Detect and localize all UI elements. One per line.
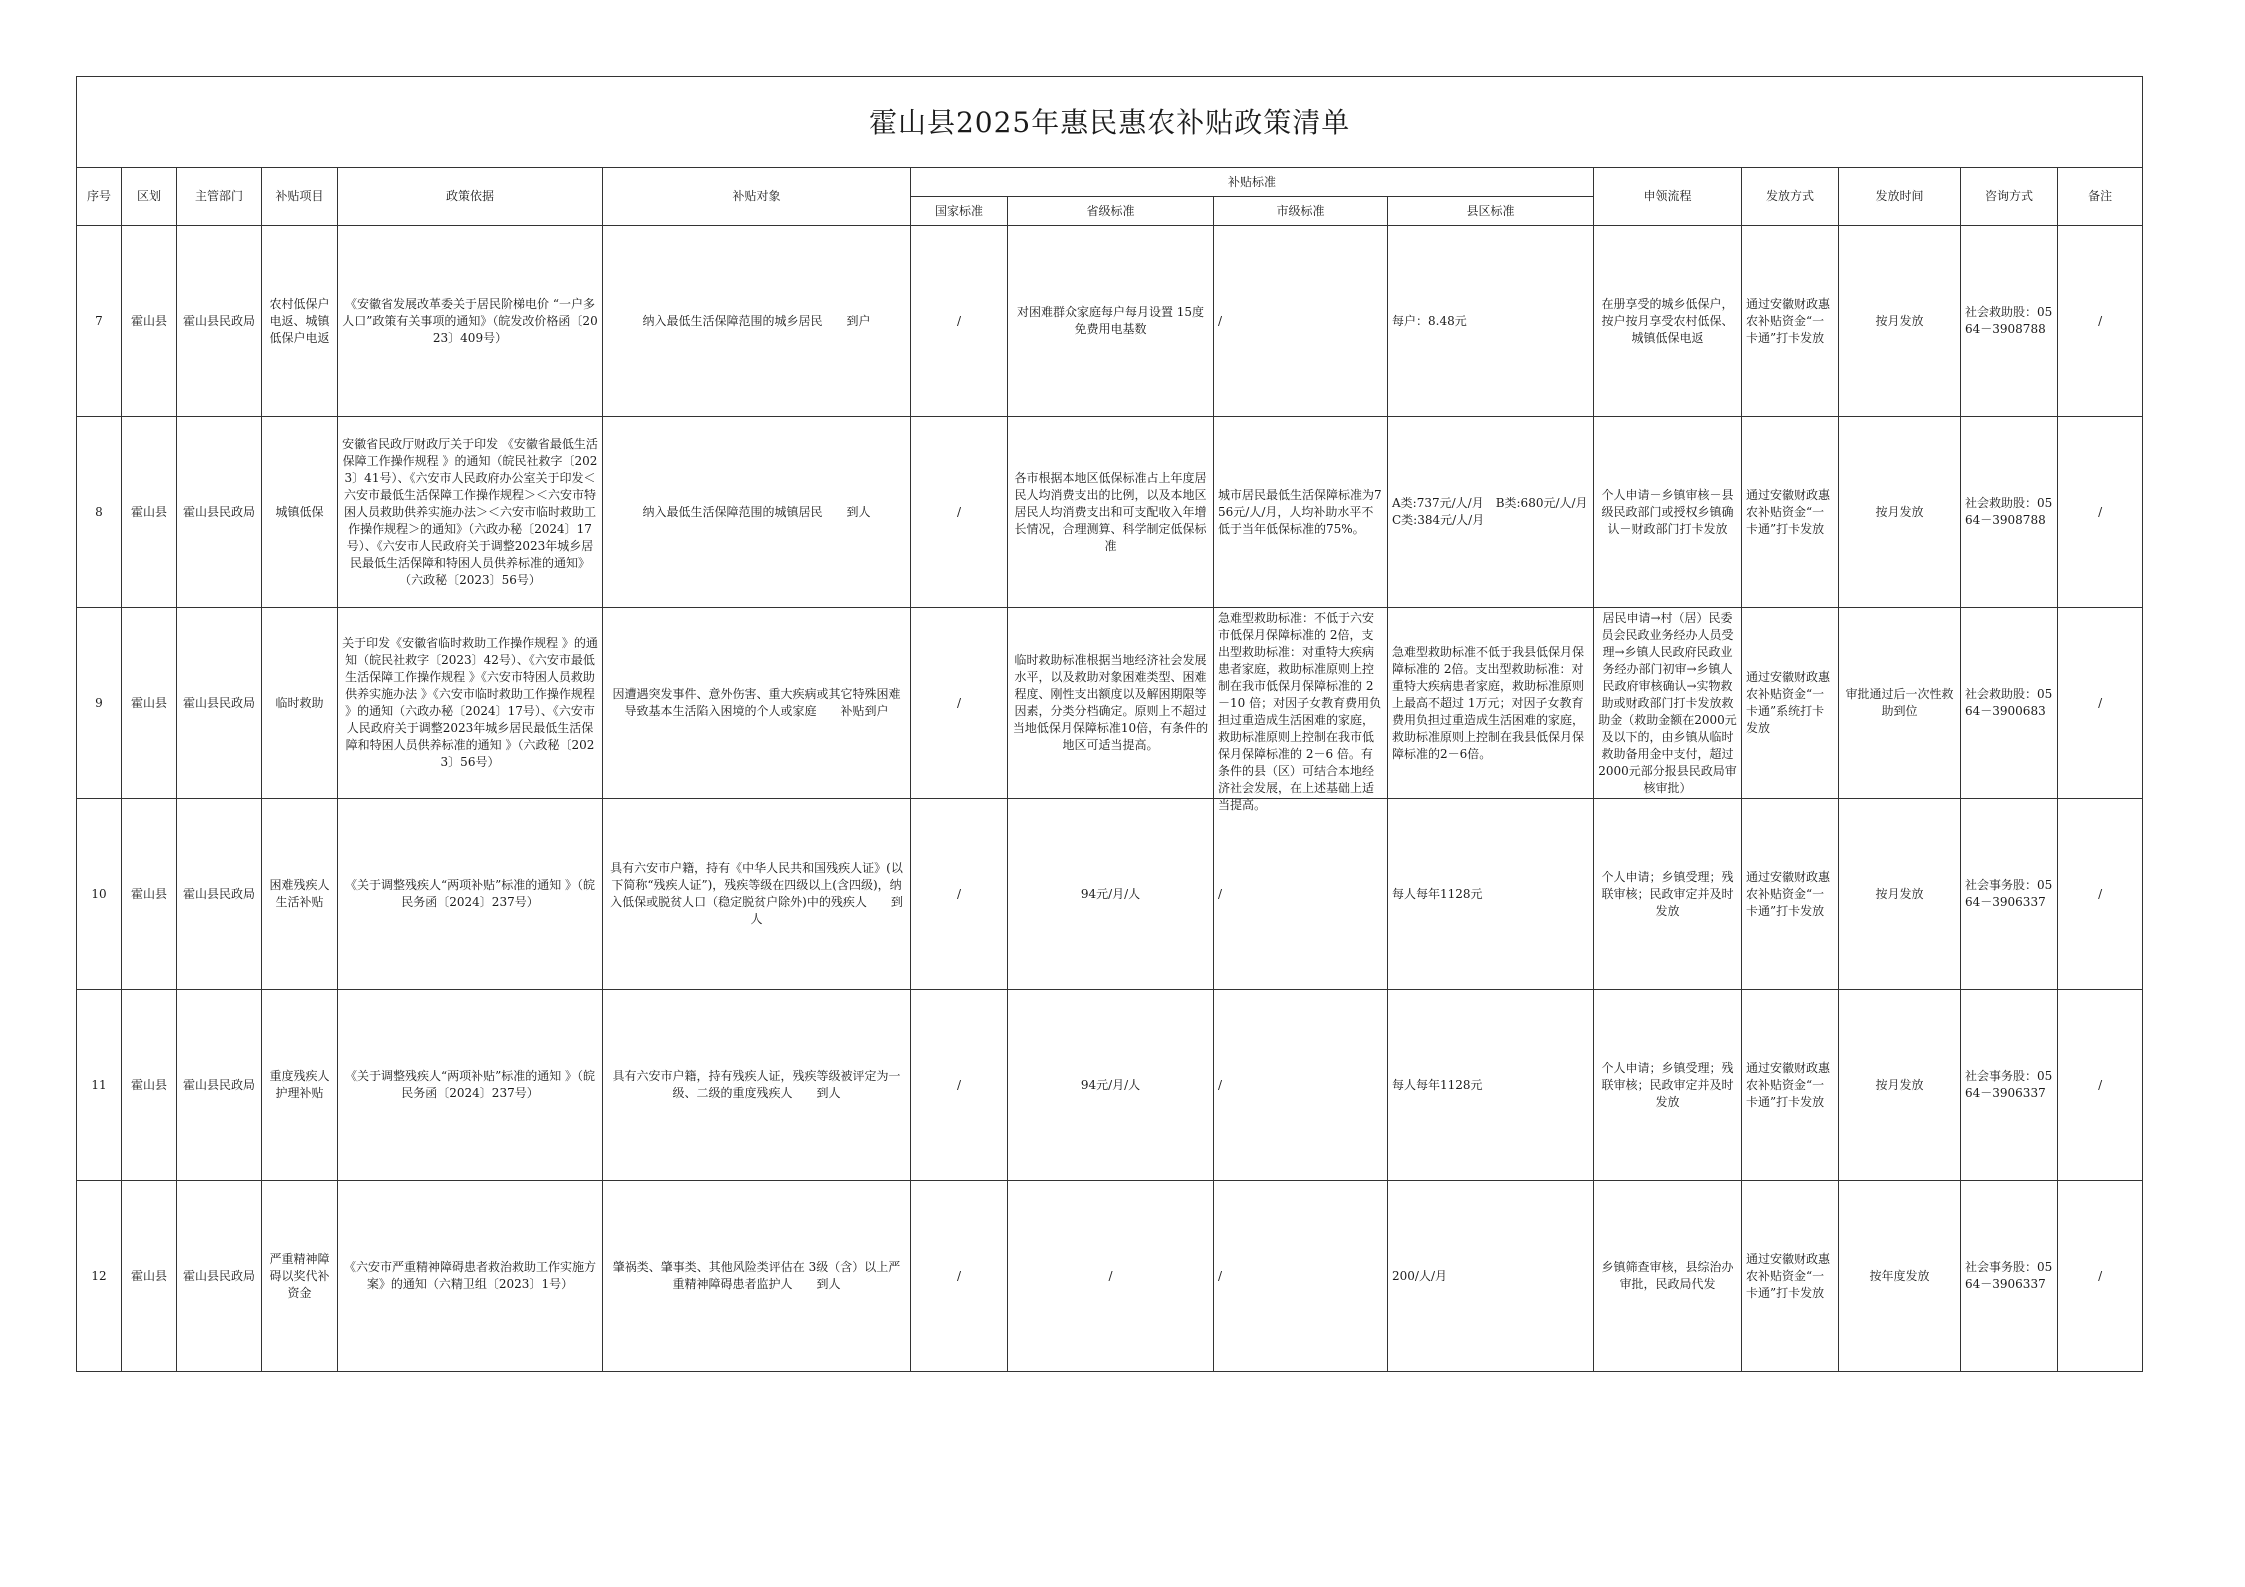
- header-municipal: 市级标准: [1214, 197, 1388, 226]
- cell-municipal: [1214, 608, 1388, 812]
- header-department: 主管部门: [177, 168, 262, 226]
- cell-provincial-text: 临时救助标准根据当地经济社会发展水平，以及救助对象困难类型、困难程度、刚性支出额度以及解困期限等因素，分类分档确定。原则上不超过当地低保月保障标准10倍，有条件的地区可适当提高。: [1012, 653, 1209, 752]
- cell-target: [603, 990, 911, 1181]
- cell-remark-text: /: [2098, 504, 2103, 519]
- cell-item-text: 严重精神障碍以奖代补资金: [269, 1251, 330, 1300]
- cell-contact-text: 社会救助股：0564－3908788: [1965, 496, 2053, 527]
- cell-national-text: /: [956, 504, 962, 519]
- cell-national: [911, 990, 1008, 1181]
- cell-national-text: /: [956, 1268, 962, 1283]
- cell-contact-text: 社会事务股：0564－3906337: [1965, 1069, 2053, 1100]
- cell-department: [177, 226, 262, 417]
- cell-process-text: 个人申请；乡镇受理；残联审核；民政审定并及时发放: [1601, 1060, 1734, 1109]
- cell-target: [603, 608, 911, 799]
- cell-basis: [338, 799, 603, 990]
- header-provincial: 省级标准: [1008, 197, 1214, 226]
- cell-time: [1839, 1181, 1961, 1372]
- cell-provincial: [1008, 226, 1214, 417]
- cell-target: [603, 226, 911, 417]
- cell-remark: [2058, 608, 2143, 799]
- cell-contact: [1961, 1181, 2058, 1372]
- policy-table: [76, 76, 2143, 1372]
- cell-process: [1594, 417, 1742, 608]
- cell-method: [1742, 226, 1839, 417]
- header-basis: 政策依据: [338, 168, 603, 226]
- header-standard: 补贴标准: [911, 168, 1594, 197]
- cell-remark-text: /: [2098, 695, 2103, 710]
- cell-department: [177, 799, 262, 990]
- cell-provincial-text: 94元/月/人: [1080, 1077, 1141, 1092]
- header-process: 申领流程: [1594, 168, 1742, 226]
- cell-county-text: 每人每年1128元: [1392, 1077, 1483, 1092]
- cell-time-text: 按年度发放: [1869, 1268, 1930, 1283]
- cell-target: [603, 417, 911, 608]
- header-method: 发放方式: [1742, 168, 1839, 226]
- cell-district-text: 霍山县: [130, 1077, 167, 1092]
- cell-district: [122, 608, 177, 799]
- cell-basis-text: 《六安市严重精神障碍患者救治救助工作实施方案》的通知（六精卫组〔2023〕1号）: [343, 1260, 596, 1291]
- cell-seq: [77, 1181, 122, 1372]
- cell-time-text: 审批通过后一次性救助到位: [1845, 687, 1954, 718]
- header-national: 国家标准: [911, 197, 1008, 226]
- cell-county-text: 每人每年1128元: [1392, 886, 1483, 901]
- cell-method-text: 通过安徽财政惠农补贴资金“一卡通”打卡发放: [1746, 869, 1831, 918]
- header-contact: 咨询方式: [1961, 168, 2058, 226]
- cell-process: [1594, 990, 1742, 1181]
- cell-district: [122, 990, 177, 1181]
- cell-contact: [1961, 417, 2058, 608]
- cell-remark: [2058, 417, 2143, 608]
- cell-basis: [338, 990, 603, 1181]
- cell-seq-text: 10: [91, 886, 107, 901]
- cell-process-text: 乡镇筛查审核，县综治办审批，民政局代发: [1601, 1260, 1734, 1291]
- cell-municipal: [1214, 226, 1388, 417]
- cell-county: [1388, 608, 1594, 799]
- cell-municipal-text: /: [1218, 1077, 1223, 1092]
- cell-process-text: 个人申请；乡镇受理；残联审核；民政审定并及时发放: [1601, 869, 1734, 918]
- header-remark: 备注: [2058, 168, 2143, 226]
- cell-remark: [2058, 226, 2143, 417]
- header-target: 补贴对象: [603, 168, 911, 226]
- cell-time: [1839, 990, 1961, 1181]
- cell-seq-text: 11: [91, 1077, 107, 1092]
- cell-municipal-text: /: [1218, 886, 1223, 901]
- table-row: [77, 1181, 2143, 1372]
- cell-contact: [1961, 799, 2058, 990]
- cell-target-text: 因遭遇突发事件、意外伤害、重大疾病或其它特殊困难导致基本生活陷入困境的个人或家庭 补贴到户: [612, 687, 901, 718]
- table-body: [77, 226, 2143, 1372]
- cell-district-text: 霍山县: [130, 695, 167, 710]
- cell-department-text: 霍山县民政局: [182, 504, 255, 519]
- cell-municipal-text: 城市居民最低生活保障标准为756元/人/月，人均补助水平不低于当年低保标准的75%。: [1218, 487, 1382, 536]
- cell-municipal: [1214, 990, 1388, 1181]
- cell-basis-text: 安徽省民政厅财政厅关于印发 《安徽省最低生活保障工作操作规程 》的通知（皖民社救字〔2023〕41号）、《六安市人民政府办公室关于印发＜六安市最低生活保障工作操作规程＞＜六安市特困人员救助供养实施办法＞＜六安市临时救助工作操作规程＞的通知》（六政办秘〔2024〕17号）、《六安市人民政府关于调整2023年城乡居民最低生活保障和特困人员供养标准的通知》（六政秘〔2023〕56号）: [342, 436, 598, 587]
- cell-method-text: 通过安徽财政惠农补贴资金“一卡通”系统打卡发放: [1746, 670, 1831, 735]
- cell-municipal: [1214, 799, 1388, 990]
- cell-provincial: [1008, 799, 1214, 990]
- cell-basis: [338, 608, 603, 799]
- cell-target-text: 纳入最低生活保障范围的城乡居民 到户: [642, 313, 871, 328]
- header-time: 发放时间: [1839, 168, 1961, 226]
- cell-process: [1594, 1181, 1742, 1372]
- table-row: [77, 417, 2143, 608]
- cell-seq: [77, 990, 122, 1181]
- cell-national: [911, 226, 1008, 417]
- cell-time: [1839, 799, 1961, 990]
- cell-district-text: 霍山县: [130, 504, 167, 519]
- cell-remark: [2058, 1181, 2143, 1372]
- cell-seq: [77, 799, 122, 990]
- cell-item: [262, 799, 338, 990]
- cell-seq-text: 9: [95, 695, 103, 710]
- cell-target-text: 纳入最低生活保障范围的城镇居民 到人: [642, 504, 871, 519]
- cell-item-text: 城镇低保: [275, 504, 324, 519]
- cell-seq: [77, 608, 122, 799]
- cell-time-text: 按月发放: [1875, 1077, 1924, 1092]
- cell-district: [122, 226, 177, 417]
- cell-provincial-text: /: [1108, 1268, 1113, 1283]
- cell-department-text: 霍山县民政局: [182, 1268, 255, 1283]
- cell-target-text: 具有六安市户籍，持有残疾人证，残疾等级被评定为一级、二级的重度残疾人 到人: [612, 1069, 901, 1100]
- cell-method: [1742, 799, 1839, 990]
- cell-national: [911, 1181, 1008, 1372]
- cell-district: [122, 799, 177, 990]
- table-row: [77, 226, 2143, 417]
- cell-municipal-text: /: [1218, 313, 1223, 328]
- cell-national-text: /: [956, 886, 962, 901]
- cell-basis: [338, 226, 603, 417]
- cell-time: [1839, 417, 1961, 608]
- cell-basis-text: 《关于调整残疾人“两项补贴”标准的通知 》（皖民务函〔2024〕237号）: [344, 1069, 596, 1100]
- cell-provincial: [1008, 990, 1214, 1181]
- cell-county: [1388, 417, 1636, 608]
- cell-seq: [77, 417, 122, 608]
- cell-municipal-text: 急难型救助标准：不低于六安市低保月保障标准的 2倍，支出型救助标准：对重特大疾病患者家庭，救助标准原则上控制在我市低保月保障标准的 2－10 倍；对因子女教育费用负担过重造成生活困难的家庭，救助标准原则上控制在我市低保月保障标准的 2－6 倍。有条件的县（区）可结合本地经济社会发展，在上述基础上适当提高。: [1218, 611, 1382, 812]
- cell-county-text: 200/人/月: [1392, 1268, 1447, 1283]
- header-item: 补贴项目: [262, 168, 338, 226]
- cell-item-text: 重度残疾人护理补贴: [269, 1069, 330, 1100]
- cell-contact-text: 社会救助股：0564－3908788: [1965, 305, 2053, 336]
- cell-basis: [338, 1181, 603, 1372]
- cell-item: [262, 990, 338, 1181]
- cell-department: [177, 990, 262, 1181]
- cell-county: [1388, 990, 1594, 1181]
- cell-department-text: 霍山县民政局: [182, 695, 255, 710]
- cell-seq-text: 8: [95, 504, 103, 519]
- cell-basis-text: 关于印发《安徽省临时救助工作操作规程 》的通知（皖民社救字〔2023〕42号）、《六安市最低生活保障工作操作规程 》《六安市特困人员救助供养实施办法 》《六安市临时救助工作操作规程 》的通知（六政办秘〔2024〕17号）、《六安市人民政府关于调整2023年城乡居民最低生活保障和特困人员供养标准的通知 》（六政秘〔2023〕56号）: [342, 636, 598, 769]
- cell-method-text: 通过安徽财政惠农补贴资金“一卡通”打卡发放: [1746, 1251, 1831, 1300]
- cell-municipal: [1214, 1181, 1388, 1372]
- cell-target-text: 具有六安市户籍，持有《中华人民共和国残疾人证》(以下简称“残疾人证”)，残疾等级在四级以上(含四级)，纳入低保或脱贫人口（稳定脱贫户除外)中的残疾人 到人: [610, 861, 903, 926]
- cell-remark-text: /: [2098, 1268, 2103, 1283]
- cell-county: [1388, 226, 1594, 417]
- cell-seq-text: 12: [91, 1268, 107, 1283]
- cell-item-text: 临时救助: [275, 695, 324, 710]
- cell-provincial: [1008, 417, 1214, 608]
- cell-department-text: 霍山县民政局: [182, 886, 255, 901]
- cell-basis-text: 《关于调整残疾人“两项补贴”标准的通知 》（皖民务函〔2024〕237号）: [344, 878, 596, 909]
- cell-district-text: 霍山县: [130, 1268, 167, 1283]
- cell-process: [1594, 226, 1742, 417]
- cell-district-text: 霍山县: [130, 313, 167, 328]
- cell-time: [1839, 226, 1961, 417]
- cell-item: [262, 608, 338, 799]
- cell-time-text: 按月发放: [1875, 504, 1924, 519]
- cell-department-text: 霍山县民政局: [182, 1077, 255, 1092]
- cell-remark-text: /: [2098, 313, 2103, 328]
- cell-contact: [1961, 990, 2058, 1181]
- cell-county: [1388, 1181, 1594, 1372]
- cell-remark-text: /: [2098, 886, 2103, 901]
- cell-remark-text: /: [2098, 1077, 2103, 1092]
- header-seq: 序号: [77, 168, 122, 226]
- cell-method-text: 通过安徽财政惠农补贴资金“一卡通”打卡发放: [1746, 487, 1831, 536]
- cell-national: [911, 417, 1008, 608]
- cell-seq: [77, 226, 122, 417]
- cell-method-text: 通过安徽财政惠农补贴资金“一卡通”打卡发放: [1746, 1060, 1831, 1109]
- cell-provincial-text: 对困难群众家庭每户每月设置 15度免费用电基数: [1016, 305, 1205, 336]
- policy-sheet: [76, 76, 2142, 1372]
- cell-method: [1742, 608, 1839, 799]
- cell-contact-text: 社会事务股：0564－3906337: [1965, 1260, 2053, 1291]
- cell-department: [177, 608, 262, 799]
- cell-department: [177, 417, 262, 608]
- cell-item-text: 困难残疾人生活补贴: [269, 878, 330, 909]
- cell-process-text: 居民申请→村（居）民委员会民政业务经办人员受理→乡镇人民政府民政业务经办部门初审→乡镇人民政府审核确认→实物救助或财政部门打卡发放救助金（救助金额在2000元及以下的，由乡镇从临时救助备用金中支付，超过2000元部分报县民政局审核审批）: [1598, 611, 1737, 795]
- cell-item: [262, 1181, 338, 1372]
- cell-municipal-text: /: [1218, 1268, 1223, 1283]
- cell-contact: [1961, 608, 2058, 799]
- cell-item: [262, 417, 338, 608]
- cell-remark: [2058, 990, 2143, 1181]
- cell-national: [911, 799, 1008, 990]
- header-district: 区划: [122, 168, 177, 226]
- cell-time: [1839, 608, 1961, 799]
- cell-time-text: 按月发放: [1875, 313, 1924, 328]
- cell-district: [122, 417, 177, 608]
- cell-item-text: 农村低保户电返、城镇低保户电返: [269, 296, 330, 345]
- cell-provincial-text: 各市根据本地区低保标准占上年度居民人均消费支出的比例，以及本地区居民人均消费支出和可支配收入年增长情况，合理测算、科学制定低保标准: [1014, 470, 1207, 553]
- cell-target: [603, 799, 911, 990]
- cell-county-text: 每户：8.48元: [1392, 313, 1467, 328]
- cell-county: [1388, 799, 1594, 990]
- cell-department: [177, 1181, 262, 1372]
- cell-basis-text: 《安徽省发展改革委关于居民阶梯电价 “一户多人口”政策有关事项的通知》（皖发改价格函〔2023〕409号）: [342, 296, 598, 345]
- cell-district: [122, 1181, 177, 1372]
- cell-seq-text: 7: [95, 313, 103, 328]
- cell-national-text: /: [956, 695, 962, 710]
- cell-target: [603, 1181, 911, 1372]
- cell-national-text: /: [956, 1077, 962, 1092]
- cell-national: [911, 608, 1008, 799]
- cell-process-text: 在册享受的城乡低保户，按户按月享受农村低保、城镇低保电返: [1601, 296, 1734, 345]
- cell-process-text: 个人申请－乡镇审核－县级民政部门或授权乡镇确认－财政部门打卡发放: [1601, 487, 1734, 536]
- cell-time-text: 按月发放: [1875, 886, 1924, 901]
- cell-method: [1742, 1181, 1839, 1372]
- cell-provincial: [1008, 1181, 1214, 1372]
- cell-method-text: 通过安徽财政惠农补贴资金“一卡通”打卡发放: [1746, 296, 1831, 345]
- cell-national-text: /: [956, 313, 962, 328]
- cell-district-text: 霍山县: [130, 886, 167, 901]
- cell-item: [262, 226, 338, 417]
- cell-process: [1594, 799, 1742, 990]
- cell-provincial-text: 94元/月/人: [1080, 886, 1141, 901]
- cell-contact: [1961, 226, 2058, 417]
- table-row: [77, 799, 2143, 990]
- page-title: 霍山县2025年惠民惠农补贴政策清单: [77, 77, 2143, 168]
- cell-contact-text: 社会救助股：0564－3900683: [1965, 687, 2053, 718]
- header-county: 县区标准: [1388, 197, 1594, 226]
- cell-method: [1742, 990, 1839, 1181]
- cell-method: [1742, 417, 1839, 608]
- cell-basis: [338, 417, 603, 608]
- cell-county-text: A类:737元/人/月 B类:680元/人/月 C类:384元/人/月: [1392, 496, 1636, 527]
- cell-provincial: [1008, 608, 1214, 799]
- cell-contact-text: 社会事务股：0564－3906337: [1965, 878, 2053, 909]
- cell-target-text: 肇祸类、肇事类、其他风险类评估在 3级（含）以上严重精神障碍患者监护人 到人: [612, 1260, 901, 1291]
- cell-municipal: [1214, 417, 1388, 608]
- cell-process: [1594, 608, 1742, 799]
- table-row: [77, 608, 2143, 799]
- cell-remark: [2058, 799, 2143, 990]
- cell-county-text: 急难型救助标准不低于我县低保月保障标准的 2倍。支出型救助标准：对重特大疾病患者家庭，救助标准原则上最高不超过 1万元；对因子女教育费用负担过重造成生活困难的家庭，救助标准原则上控制在我县低保月保障标准的2－6倍。: [1392, 644, 1585, 761]
- cell-department-text: 霍山县民政局: [182, 313, 255, 328]
- table-row: [77, 990, 2143, 1181]
